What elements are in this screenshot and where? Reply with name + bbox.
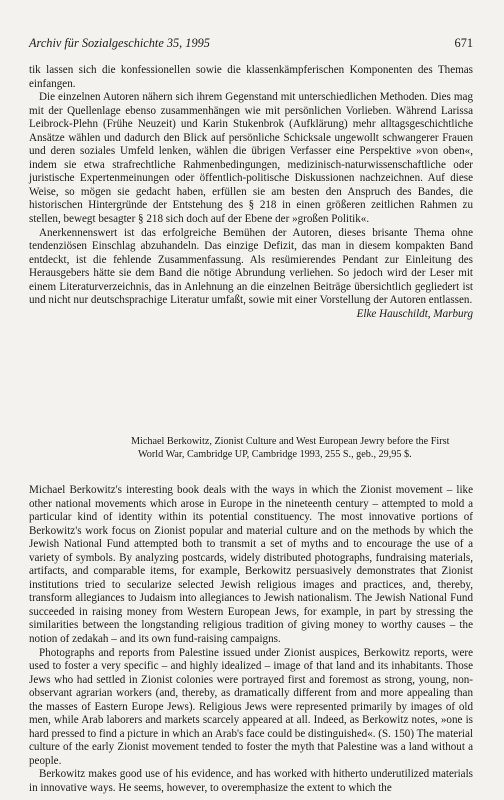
- paragraph: tik lassen sich die konfessionellen sowie die klassenkämpferischen Komponenten des Themas einfangen.: [29, 64, 473, 90]
- english-review: [29, 484, 473, 796]
- paragraph: Photographs and reports from Palestine issued under Zionist auspices, Berkowitz reports, were used to foster a very specific – and highly idealized – image of that land and its inhabitants. Those Jews who had settled in Zionist colonies were portrayed first and foremost as strong, young, non-observant agrarian workers (and, thereby, as dramatically different from and more appealing than the masses of Eastern Europe Jews). Religious Jews were represented primarily by images of old men, while Arab laborers and markets scarcely appeared at all. Indeed, as Berkowitz notes, »one is hard pressed to find a picture in which an Arab's face could be distinguished«. (S. 150) The material culture of the early Zionist movement tended to foster the myth that Palestine was a land without a people.: [29, 646, 473, 767]
- paragraph: Berkowitz makes good use of his evidence, and has worked with hitherto underutilized materials in innovative ways. He seems, however, to overemphasize the extent to which the: [29, 768, 473, 795]
- paragraph: [29, 227, 473, 322]
- running-header: [29, 36, 473, 50]
- reviewer-signature: Elke Hauschildt, Marburg: [356, 307, 473, 320]
- paragraph: Die einzelnen Autoren nähern sich ihrem Gegenstand mit unterschiedlichen Methoden. Dies mag mit der Quellenlage ebenso zusammenhängen wie mit persönlichen Vorlieben. Während Larissa Leibrock-Plehn (Frühe Neuzeit) und Karin Stukenbrok (Aufklärung) mehr alltagsgeschichtliche Ansätze wählen und dadurch den Blick auf persönliche Schicksale ungewollt schwangerer Frauen und deren soziales Umfeld lenken, wählen die übrigen Verfasser eine Perspektive »von oben«, indem sie etwa strafrechtliche Rahmenbedingungen, medizinisch-naturwissenschaftliche oder juristische Expertenmeinungen oder öffentlich-politische Diskussionen nachzeichnen. Auf diese Weise, so mögen sie gedacht haben, erfüllen sie am besten den Anspruch des Bandes, die historischen Hintergründe der Entstehung des § 218 in einen größeren zeitlichen Rahmen zu stellen, bewegt besagter § 218 sich doch auf der Ebene der »großen Politik«.: [29, 91, 473, 226]
- paragraph: Michael Berkowitz's interesting book deals with the ways in which the Zionist movement – like other national movements which arose in Europe in the nineteenth century – attempted to mold a particular kind of identity within its potential constituency. The most innovative portions of Berkowitz's work focus on Zionist popular and material culture and on the methods by which the Jewish National Fund attempted both to transmit a set of myths and to encourage the use of a variety of symbols. By analyzing postcards, widely distributed photographs, fundraising materials, artifacts, and comparable items, for example, Berkowitz persuasively demonstrates that Zionist institutions tried to secularize selected Jewish religious images and practices, and, thereby, transform allegiances to Judaism into allegiances to Jewish nationalism. The Jewish National Fund succeeded in raising money from Western European Jews, for example, in part by stressing the similarities between the longstanding religious tradition of giving money to worthy causes – the notion of zedakah – and its own fund-raising campaigns.: [29, 484, 473, 646]
- book-reference: [131, 435, 472, 461]
- paragraph-text: Anerkennenswert ist das erfolgreiche Bemühen der Autoren, dieses brisante Thema ohne tendenziösen Einschlag abzuhandeln. Das einzige Defizit, das man in diesem kompakten Band entdeckt, ist die fehlende Zusammenfassung. Als resümierendes Pendant zur Einleitung des Herausgebers hätte sie dem Band die nötige Abrundung verliehen. So jedoch wird der Leser mit einem Literaturverzeichnis, das in Anlehnung an die einzelnen Beiträge übersichtlich gegliedert ist und nicht nur deutschsprachige Literatur umfaßt, sowie mit einer Vorstellung der Autoren entlassen.: [29, 226, 473, 307]
- book-reference-line: World War, Cambridge UP, Cambridge 1993, 255 S., geb., 29,95 $.: [138, 449, 412, 460]
- german-review: [29, 64, 473, 321]
- book-reference-line: Michael Berkowitz, Zionist Culture and West European Jewry before the First: [131, 436, 450, 447]
- journal-title: Archiv für Sozialgeschichte 35, 1995: [29, 36, 210, 50]
- page-number: 671: [454, 36, 473, 50]
